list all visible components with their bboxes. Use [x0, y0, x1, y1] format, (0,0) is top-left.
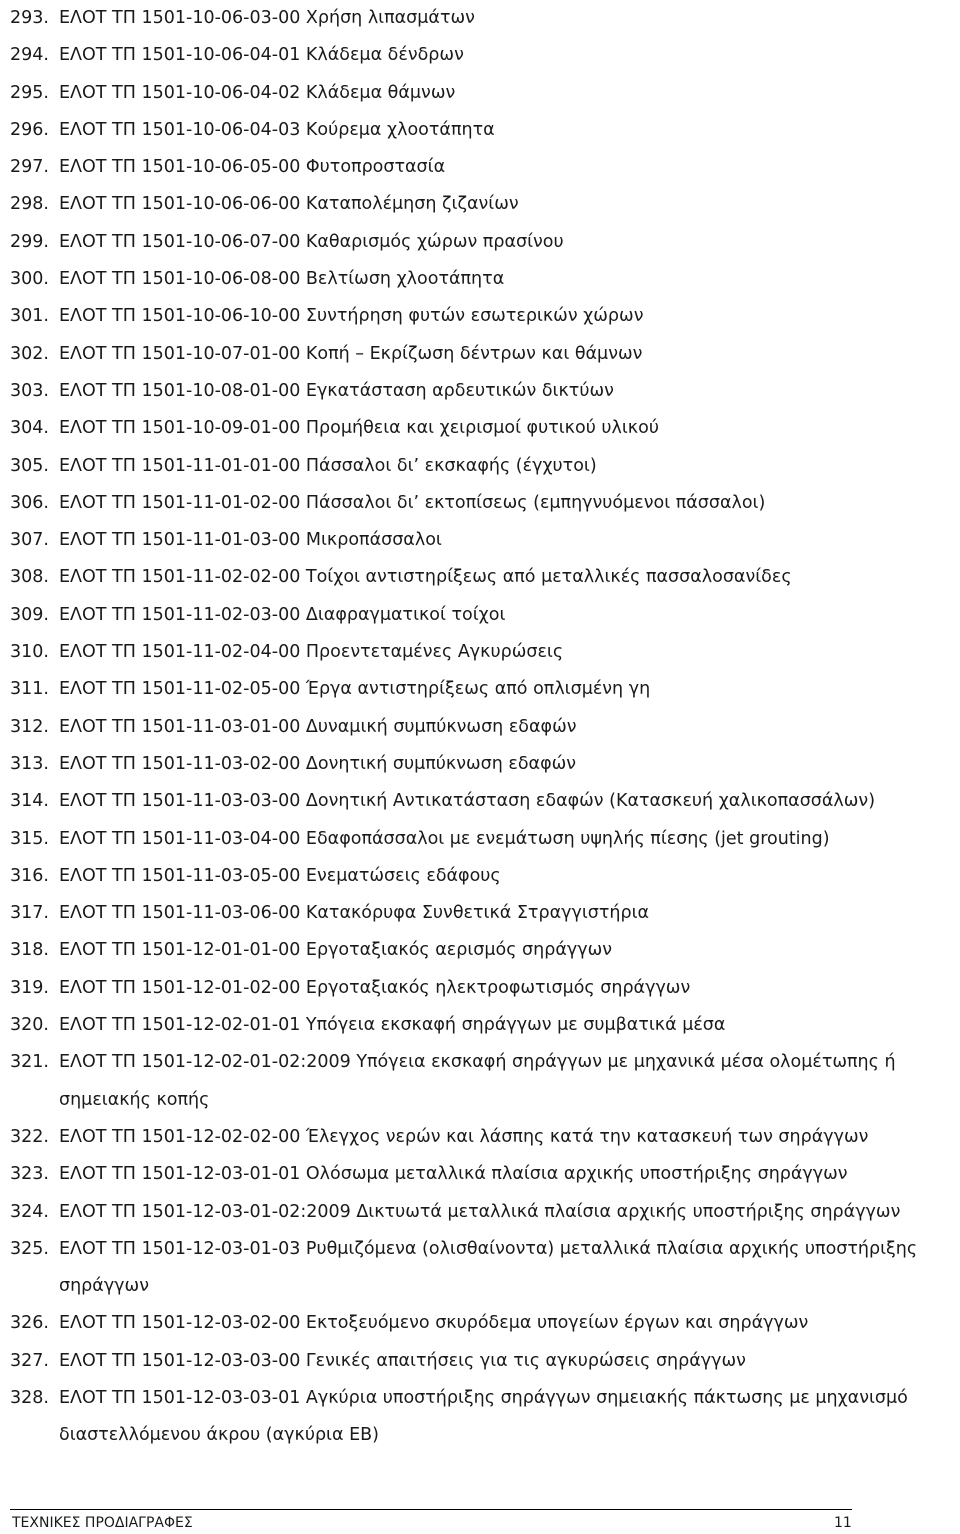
item-text: ΕΛΟΤ ΤΠ 1501-10-06-08-00 Βελτίωση χλοοτάπητα — [59, 269, 505, 290]
item-number: 302. — [10, 343, 49, 364]
item-number: 298. — [10, 194, 49, 215]
item-number: 322. — [10, 1126, 49, 1147]
item-text: ΕΛΟΤ ΤΠ 1501-10-06-06-00 Καταπολέμηση ζιζανίων — [59, 194, 519, 215]
item-number: 321. — [10, 1052, 49, 1073]
item-number: 315. — [10, 828, 49, 849]
list-item — [10, 186, 950, 223]
item-number: 305. — [10, 455, 49, 476]
item-number: 306. — [10, 492, 49, 513]
item-number: 324. — [10, 1201, 49, 1222]
item-text: ΕΛΟΤ ΤΠ 1501-10-06-04-03 Κούρεμα χλοοτάπητα — [59, 119, 495, 140]
item-number: 311. — [10, 679, 49, 700]
item-number: 323. — [10, 1164, 49, 1185]
list-item — [10, 522, 950, 559]
item-text: ΕΛΟΤ ΤΠ 1501-10-06-03-00 Χρήση λιπασμάτων — [59, 8, 475, 28]
list-item — [10, 597, 950, 634]
item-number: 316. — [10, 865, 49, 886]
footer-divider — [10, 1509, 852, 1510]
item-text: ΕΛΟΤ ΤΠ 1501-11-03-05-00 Ενεματώσεις εδάφους — [59, 865, 501, 886]
list-item — [10, 932, 950, 969]
item-number: 320. — [10, 1015, 49, 1036]
item-text: ΕΛΟΤ ΤΠ 1501-11-01-01-00 Πάσσαλοι δι’ εκσκαφής (έγχυτοι) — [59, 455, 597, 476]
item-number: 312. — [10, 716, 49, 737]
item-text: ΕΛΟΤ ΤΠ 1501-12-03-01-01 Ολόσωμα μεταλλικά πλαίσια αρχικής υποστήριξης σηράγγων — [59, 1164, 848, 1185]
item-number: 326. — [10, 1313, 49, 1334]
list-item — [10, 1343, 950, 1380]
item-text: ΕΛΟΤ ΤΠ 1501-11-02-05-00 Έργα αντιστηρίξεως από οπλισμένη γη — [59, 679, 651, 700]
list-item — [10, 298, 950, 335]
item-text: ΕΛΟΤ ΤΠ 1501-12-02-01-02:2009 Υπόγεια εκσκαφή σηράγγων με μηχανικά μέσα ολομέτωπης ή σημειακής κοπής — [59, 1052, 896, 1110]
list-item — [10, 373, 950, 410]
item-number: 309. — [10, 604, 49, 625]
list-item — [10, 709, 950, 746]
item-number: 319. — [10, 977, 49, 998]
list-item — [10, 858, 950, 895]
item-text: ΕΛΟΤ ΤΠ 1501-12-01-02-00 Εργοταξιακός ηλεκτροφωτισμός σηράγγων — [59, 977, 691, 998]
list-item — [10, 671, 950, 708]
specification-list — [10, 0, 950, 1455]
item-number: 310. — [10, 642, 49, 663]
footer-title: ΤΕΧΝΙΚΕΣ ΠΡΟΔΙΑΓΡΑΦΕΣ — [12, 1515, 193, 1531]
item-text: ΕΛΟΤ ΤΠ 1501-10-06-10-00 Συντήρηση φυτών εσωτερικών χώρων — [59, 306, 644, 327]
list-item — [10, 1231, 950, 1306]
item-text: ΕΛΟΤ ΤΠ 1501-10-06-04-02 Κλάδεμα θάμνων — [59, 82, 456, 103]
list-item — [10, 0, 950, 37]
list-item — [10, 559, 950, 596]
item-text: ΕΛΟΤ ΤΠ 1501-12-03-02-00 Εκτοξευόμενο σκυρόδεμα υπογείων έργων και σηράγγων — [59, 1313, 809, 1334]
item-text: ΕΛΟΤ ΤΠ 1501-11-02-03-00 Διαφραγματικοί τοίχοι — [59, 604, 506, 625]
list-item — [10, 336, 950, 373]
item-number: 296. — [10, 119, 49, 140]
list-item — [10, 37, 950, 74]
list-item — [10, 261, 950, 298]
item-number: 327. — [10, 1350, 49, 1371]
item-text: ΕΛΟΤ ΤΠ 1501-11-03-04-00 Εδαφοπάσσαλοι με ενεμάτωση υψηλής πίεσης (jet grouting) — [59, 828, 830, 849]
item-text: ΕΛΟΤ ΤΠ 1501-12-03-01-02:2009 Δικτυωτά μεταλλικά πλαίσια αρχικής υποστήριξης σηράγγων — [59, 1201, 901, 1222]
item-text: ΕΛΟΤ ΤΠ 1501-11-02-04-00 Προεντεταμένες Αγκυρώσεις — [59, 642, 564, 663]
item-text: ΕΛΟΤ ΤΠ 1501-11-03-02-00 Δονητική συμπύκνωση εδαφών — [59, 753, 577, 774]
list-item — [10, 112, 950, 149]
item-text: ΕΛΟΤ ΤΠ 1501-11-01-03-00 Μικροπάσσαλοι — [59, 530, 442, 551]
list-item — [10, 1194, 950, 1231]
item-text: ΕΛΟΤ ΤΠ 1501-10-06-07-00 Καθαρισμός χώρων πρασίνου — [59, 231, 564, 252]
list-item — [10, 746, 950, 783]
list-item — [10, 485, 950, 522]
page-number: 11 — [834, 1515, 852, 1531]
item-text: ΕΛΟΤ ΤΠ 1501-11-01-02-00 Πάσσαλοι δι’ εκτοπίσεως (εμπηγνυόμενοι πάσσαλοι) — [59, 492, 766, 513]
item-number: 317. — [10, 903, 49, 924]
list-item — [10, 410, 950, 447]
item-number: 314. — [10, 791, 49, 812]
list-item — [10, 895, 950, 932]
item-text: ΕΛΟΤ ΤΠ 1501-10-09-01-00 Προμήθεια και χειρισμοί φυτικού υλικού — [59, 418, 659, 439]
list-item — [10, 1380, 950, 1455]
list-item — [10, 1044, 950, 1119]
item-text: ΕΛΟΤ ΤΠ 1501-10-07-01-00 Κοπή – Εκρίζωση δέντρων και θάμνων — [59, 343, 643, 364]
list-item — [10, 634, 950, 671]
list-item — [10, 224, 950, 261]
list-item — [10, 1119, 950, 1156]
item-number: 328. — [10, 1387, 49, 1408]
item-text: ΕΛΟΤ ΤΠ 1501-12-03-03-00 Γενικές απαιτήσεις για τις αγκυρώσεις σηράγγων — [59, 1350, 746, 1371]
list-item — [10, 1007, 950, 1044]
item-number: 293. — [10, 8, 49, 28]
list-item — [10, 75, 950, 112]
item-text: ΕΛΟΤ ΤΠ 1501-12-03-03-01 Αγκύρια υποστήριξης σηράγγων σημειακής πάκτωσης με μηχανισμό διαστελλόμενου άκρου (αγκύρια ΕΒ) — [59, 1387, 908, 1446]
item-text: ΕΛΟΤ ΤΠ 1501-10-06-05-00 Φυτοπροστασία — [59, 157, 446, 178]
list-item — [10, 448, 950, 485]
item-text: ΕΛΟΤ ΤΠ 1501-12-01-01-00 Εργοταξιακός αερισμός σηράγγων — [59, 940, 613, 961]
list-item — [10, 1156, 950, 1193]
list-item — [10, 970, 950, 1007]
item-text: ΕΛΟΤ ΤΠ 1501-12-03-01-03 Ρυθμιζόμενα (ολισθαίνοντα) μεταλλικά πλαίσια αρχικής υποστήριξης σηράγγων — [59, 1238, 918, 1297]
item-text: ΕΛΟΤ ΤΠ 1501-11-02-02-00 Τοίχοι αντιστηρίξεως από μεταλλικές πασσαλοσανίδες — [59, 567, 792, 588]
item-number: 301. — [10, 306, 49, 327]
item-text: ΕΛΟΤ ΤΠ 1501-11-03-01-00 Δυναμική συμπύκνωση εδαφών — [59, 716, 577, 737]
list-item — [10, 821, 950, 858]
list-item — [10, 783, 950, 820]
item-text: ΕΛΟΤ ΤΠ 1501-11-03-06-00 Κατακόρυφα Συνθετικά Στραγγιστήρια — [59, 903, 650, 924]
item-number: 294. — [10, 45, 49, 66]
item-number: 295. — [10, 82, 49, 103]
item-number: 325. — [10, 1238, 49, 1259]
item-number: 307. — [10, 530, 49, 551]
item-number: 318. — [10, 940, 49, 961]
item-number: 299. — [10, 231, 49, 252]
list-item — [10, 1305, 950, 1342]
item-text: ΕΛΟΤ ΤΠ 1501-12-02-01-01 Υπόγεια εκσκαφή σηράγγων με συμβατικά μέσα — [59, 1015, 726, 1036]
item-text: ΕΛΟΤ ΤΠ 1501-12-02-02-00 Έλεγχος νερών και λάσπης κατά την κατασκευή των σηράγγων — [59, 1126, 869, 1147]
item-number: 308. — [10, 567, 49, 588]
item-text: ΕΛΟΤ ΤΠ 1501-11-03-03-00 Δονητική Αντικατάσταση εδαφών (Κατασκευή χαλικοπασσάλων) — [59, 791, 876, 812]
list-item — [10, 149, 950, 186]
item-number: 304. — [10, 418, 49, 439]
item-text: ΕΛΟΤ ΤΠ 1501-10-06-04-01 Κλάδεμα δένδρων — [59, 45, 464, 66]
item-number: 313. — [10, 753, 49, 774]
item-number: 297. — [10, 157, 49, 178]
item-number: 303. — [10, 380, 49, 401]
item-number: 300. — [10, 269, 49, 290]
item-text: ΕΛΟΤ ΤΠ 1501-10-08-01-00 Εγκατάσταση αρδευτικών δικτύων — [59, 380, 614, 401]
